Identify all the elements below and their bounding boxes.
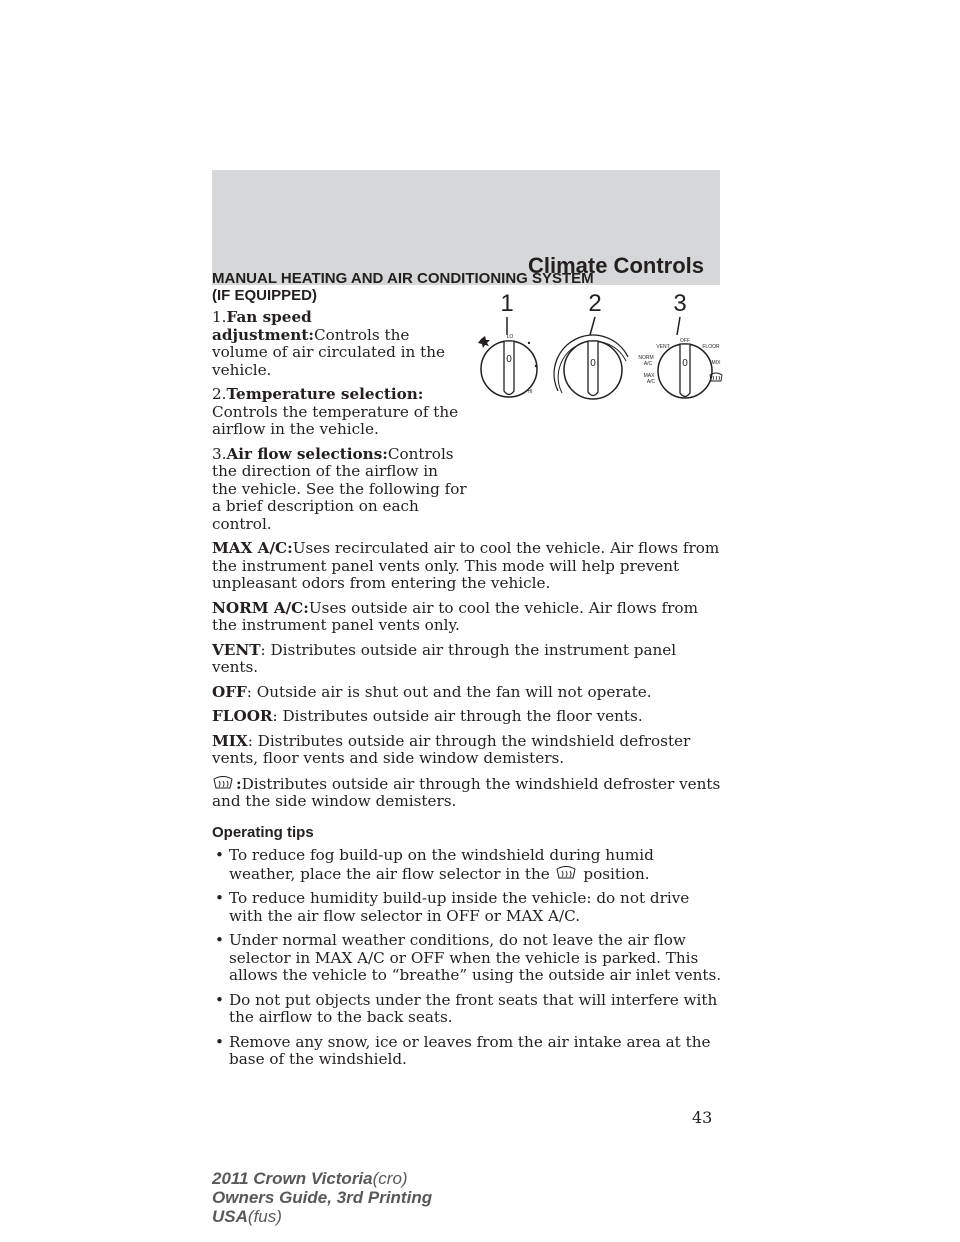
mode-text: : Distributes outside air through the floor vents. xyxy=(272,707,643,725)
tip-text: Do not put objects under the front seats that will interfere with the airflow to the back seats. xyxy=(229,990,718,1026)
temperature-knob-marker: 0 xyxy=(590,358,596,369)
airflow-mix-label: MIX xyxy=(711,360,721,366)
control-number: 1. xyxy=(212,308,227,326)
control-item-temperature xyxy=(212,386,467,439)
airflow-max-label: MAX xyxy=(643,373,655,379)
control-label: Air flow selections: xyxy=(226,444,388,463)
control-number: 2. xyxy=(212,385,227,403)
operating-tips-list xyxy=(212,847,722,1069)
mode-label: MIX xyxy=(212,731,248,750)
mode-mix xyxy=(212,733,722,768)
mode-text: : Distributes outside air through the windshield defroster vents, floor vents and side window demisters. xyxy=(212,731,691,767)
mode-defrost xyxy=(212,775,722,811)
defrost-icon xyxy=(555,865,577,881)
bullet: • xyxy=(215,889,224,907)
footer-market: USA xyxy=(212,1207,248,1226)
airflow-max-ac-label: A/C xyxy=(646,379,656,385)
airflow-vent-label: VENT xyxy=(656,344,670,350)
airflow-norm-label: NORM xyxy=(638,355,654,361)
tip-text: position. xyxy=(583,864,650,883)
list-item xyxy=(212,847,722,883)
callout-3: 3 xyxy=(673,290,687,317)
airflow-off-label: OFF xyxy=(680,338,690,344)
mode-label: OFF xyxy=(212,682,247,701)
list-item xyxy=(212,932,722,985)
airflow-floor-label: FLOOR xyxy=(702,344,720,350)
control-item-airflow xyxy=(212,446,467,534)
list-item xyxy=(212,1034,722,1069)
mode-vent xyxy=(212,642,722,677)
fan-lo-label: LO xyxy=(506,334,514,340)
bullet: • xyxy=(215,990,224,1009)
operating-tips-heading: Operating tips xyxy=(212,823,314,841)
footer-market-code: (fus) xyxy=(247,1207,282,1226)
footer xyxy=(212,1169,432,1226)
mode-label: VENT xyxy=(212,640,261,659)
page-content xyxy=(212,270,722,1076)
mode-off xyxy=(212,684,722,702)
tip-text: To reduce fog build-up on the windshield during humid weather, place the air flow selector in the xyxy=(229,846,654,883)
tip-text: To reduce humidity build-up inside the vehicle: do not drive with the air flow selector in OFF or MAX A/C. xyxy=(229,889,690,925)
mode-label: MAX A/C: xyxy=(212,539,293,557)
callout-2: 2 xyxy=(588,290,602,317)
mode-label: : xyxy=(236,774,242,793)
bullet: • xyxy=(215,1032,224,1051)
mode-norm-ac xyxy=(212,600,722,635)
footer-model-code: (cro) xyxy=(372,1169,408,1188)
bullet: • xyxy=(215,846,224,864)
section-title xyxy=(212,270,722,304)
header-band xyxy=(212,170,720,285)
control-text: Controls the volume of air circulated in the vehicle. xyxy=(212,325,445,379)
page-number: 43 xyxy=(692,1108,713,1127)
list-item xyxy=(212,890,722,925)
control-label: Temperature selection: xyxy=(226,385,424,403)
airflow-norm-ac-label: A/C xyxy=(643,361,653,367)
fan-hi-label: HI xyxy=(527,389,533,395)
footer-model: 2011 Crown Victoria xyxy=(212,1169,373,1188)
control-item-fan xyxy=(212,309,467,379)
section-title-line2: (IF EQUIPPED) xyxy=(212,287,318,304)
footer-line1 xyxy=(212,1169,432,1188)
mode-label: FLOOR xyxy=(212,707,273,725)
mode-text: Uses outside air to cool the vehicle. Air flows from the instrument panel vents only. xyxy=(212,598,698,634)
footer-line3 xyxy=(212,1207,432,1226)
tip-text: Under normal weather conditions, do not leave the air flow selector in MAX A/C or OFF when the vehicle is parked. This allows the vehicle to “breathe” using the outside air inlet vents. xyxy=(229,931,722,984)
mode-floor xyxy=(212,708,722,726)
mode-label: NORM A/C: xyxy=(212,598,309,617)
mode-text: : Outside air is shut out and the fan will not operate. xyxy=(246,682,652,701)
mode-text: Distributes outside air through the windshield defroster vents and the side window demisters. xyxy=(212,774,721,810)
fan-knob-marker: 0 xyxy=(506,354,512,365)
control-text: Controls the temperature of the airflow in the vehicle. xyxy=(212,402,459,438)
section-title-line1: MANUAL HEATING AND AIR CONDITIONING SYSTEM xyxy=(212,270,594,287)
footer-line2: Owners Guide, 3rd Printing xyxy=(212,1188,433,1207)
control-number: 3. xyxy=(212,444,227,463)
mode-text: : Distributes outside air through the instrument panel vents. xyxy=(212,640,677,676)
defrost-icon xyxy=(212,775,234,791)
mode-max-ac xyxy=(212,540,722,593)
chapter-title: Climate Controls xyxy=(527,253,704,278)
tip-text: Remove any snow, ice or leaves from the air intake area at the base of the windshield. xyxy=(229,1032,711,1068)
control-label: Fan speed adjustment: xyxy=(212,308,314,344)
mode-text: Uses recirculated air to cool the vehicle. Air flows from the instrument panel vents only. This mode will help prevent unpleasant odors from entering the vehicle. xyxy=(212,539,720,592)
list-item xyxy=(212,992,722,1027)
callout-1: 1 xyxy=(500,290,514,317)
airflow-knob-marker: 0 xyxy=(682,358,688,369)
control-text: Controls the direction of the airflow in the vehicle. See the following for a brief description on each control. xyxy=(212,444,467,533)
bullet: • xyxy=(215,931,224,949)
